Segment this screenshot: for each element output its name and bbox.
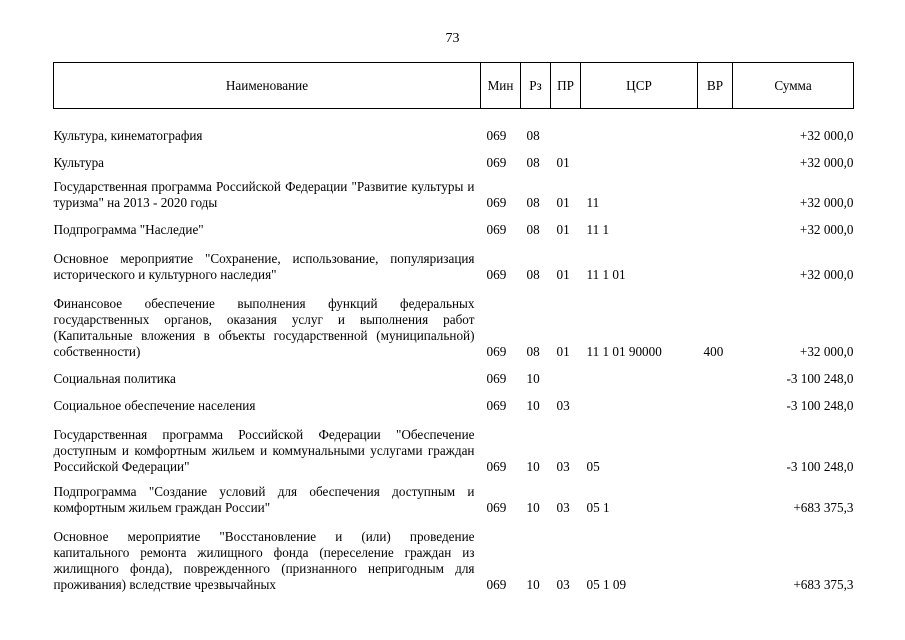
row-pr: 03 [556,500,570,515]
row-rz: 10 [526,398,540,413]
row-name: Основное мероприятие "Восстановление и (или) проведение капитального ремонта жилищного фонда (переселение граждан из жилищного фонда), поврежденного (признанного непригодным для проживания) вследствие чрезвычайных [53,529,475,592]
row-vr [698,387,733,414]
row-csr: 11 1 01 90000 [586,344,662,359]
row-name: Подпрограмма "Создание условий для обеспечения доступным и комфортным жильем граждан России" [53,484,475,515]
row-min: 069 [486,222,507,237]
table-header-row [54,63,854,109]
row-pr: 01 [556,222,570,237]
table-row [54,360,854,387]
row-pr: 01 [556,344,570,359]
row-sum: +32 000,0 [799,128,854,143]
row-min: 069 [486,500,507,515]
table-row [54,144,854,171]
row-name: Финансовое обеспечение выполнения функций федеральных государственных органов, оказания услуг и выполнения работ (Капитальные вложения в объекты государственной (муниципальной) собственности) [53,296,475,359]
row-pr: 03 [556,398,570,413]
row-min: 069 [486,459,507,474]
table-row [54,387,854,414]
row-sum: +32 000,0 [799,195,854,210]
row-csr: 05 1 [586,500,610,515]
row-sum: +683 375,3 [793,577,854,592]
row-vr [698,238,733,283]
row-pr: 01 [556,155,570,170]
row-min: 069 [486,344,507,359]
row-vr [698,475,733,516]
row-sum: -3 100 248,0 [786,459,854,474]
header-vr: ВР [698,63,733,109]
row-csr [581,360,698,387]
row-pr [551,117,581,144]
row-rz: 08 [526,267,540,282]
row-min: 069 [486,195,507,210]
row-pr: 03 [556,459,570,474]
budget-table [53,62,854,593]
row-sum: -3 100 248,0 [786,371,854,386]
row-rz: 10 [526,500,540,515]
row-csr: 05 1 09 [586,577,627,592]
page-number: 73 [445,31,460,46]
row-min: 069 [486,155,507,170]
row-min: 069 [486,371,507,386]
row-vr [698,171,733,211]
table-row [54,238,854,283]
row-name: Культура, кинематография [53,128,203,143]
row-name: Социальное обеспечение населения [53,398,256,413]
row-csr [581,144,698,171]
row-name: Государственная программа Российской Федерации "Обеспечение доступным и комфортным жильем и коммунальными услугами граждан Российской Федерации" [53,427,475,474]
row-csr: 11 1 01 [586,267,626,282]
row-rz: 08 [526,222,540,237]
row-min: 069 [486,398,507,413]
row-name: Государственная программа Российской Федерации "Развитие культуры и туризма" на 2013 - 2020 годы [53,179,475,210]
row-rz: 08 [526,344,540,359]
table-row [54,211,854,238]
row-sum: +32 000,0 [799,267,854,282]
row-pr: 03 [556,577,570,592]
table-row [54,171,854,211]
row-vr [698,211,733,238]
row-pr: 01 [556,267,570,282]
header-rz: Рз [521,63,551,109]
row-vr [698,414,733,475]
row-min: 069 [486,577,507,592]
row-sum: +32 000,0 [799,155,854,170]
row-rz: 10 [526,371,540,386]
row-vr: 400 [703,344,724,359]
row-min: 069 [486,267,507,282]
row-vr [698,360,733,387]
row-rz: 08 [526,128,540,143]
row-sum: +683 375,3 [793,500,854,515]
row-sum: -3 100 248,0 [786,398,854,413]
row-name: Культура [53,155,105,170]
header-min: Мин [481,63,521,109]
row-csr [581,117,698,144]
row-name: Основное мероприятие "Сохранение, использование, популяризация исторического и культурного наследия" [53,251,475,282]
row-csr: 11 [586,195,600,210]
row-rz: 10 [526,459,540,474]
row-sum: +32 000,0 [799,222,854,237]
table-row [54,117,854,144]
row-csr [581,387,698,414]
row-rz: 10 [526,577,540,592]
header-sum: Сумма [733,63,854,109]
row-pr [551,360,581,387]
row-rz: 08 [526,195,540,210]
row-csr: 05 [586,459,600,474]
row-vr [698,117,733,144]
table-row [54,283,854,360]
row-vr [698,144,733,171]
row-sum: +32 000,0 [799,344,854,359]
row-min: 069 [486,128,507,143]
table-row [54,516,854,593]
row-pr: 01 [556,195,570,210]
row-rz: 08 [526,155,540,170]
row-name: Социальная политика [53,371,176,386]
row-name: Подпрограмма "Наследие" [53,222,204,237]
row-csr: 11 1 [586,222,610,237]
table-row [54,414,854,475]
header-pr: ПР [551,63,581,109]
header-name: Наименование [54,63,481,109]
row-vr [698,516,733,593]
table-row [54,475,854,516]
header-csr: ЦСР [581,63,698,109]
